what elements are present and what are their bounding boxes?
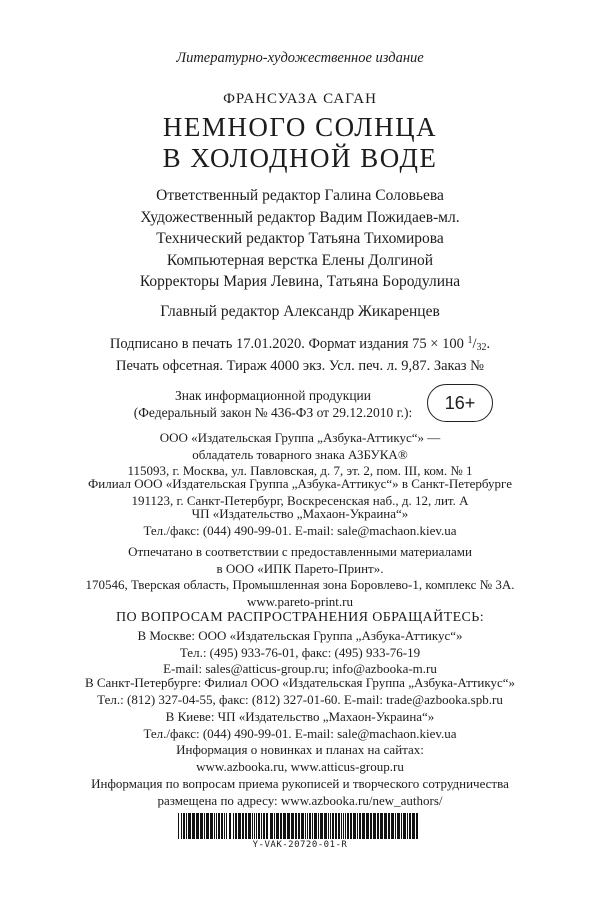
barcode-bar: [196, 813, 199, 839]
distribution-spb: В Санкт-Петербурге: Филиал ООО «Издательская Группа „Азбука-Аттикус“» Тел.: (812) 327-04-55, факс: (812) 327-01-60. E-mail: trade@azbooka.spb.ru: [84, 675, 516, 707]
barcode-bar: [238, 813, 241, 839]
barcode-bar: [218, 813, 220, 839]
barcode-bar: [274, 813, 275, 839]
author-name: ФРАНСУАЗА САГАН: [223, 91, 377, 107]
barcode-bar: [178, 813, 179, 839]
distribution-moscow: В Москве: ООО «Издательская Группа „Азбука-Аттикус“» Тел.: (495) 933-76-01, факс: (495) 933-76-19 E-mail: sales@atticus-group.ru; info@azbooka-m.ru: [137, 628, 463, 676]
chief-editor: Главный редактор Александр Жикаренцев: [160, 303, 440, 320]
barcode: [178, 813, 422, 839]
manuscripts-info: Информация по вопросам приема рукописей и творческого сотрудничества размещена по адресу: www.azbooka.ru/new_authors/: [91, 776, 509, 808]
barcode-bar: [401, 813, 402, 839]
barcode-bar: [280, 813, 282, 839]
barcode-bar: [353, 813, 356, 839]
barcode-bar: [328, 813, 329, 839]
barcode-bar: [318, 813, 319, 839]
barcode-bar: [206, 813, 209, 839]
barcode-bar: [409, 813, 411, 839]
barcode-bar: [366, 813, 369, 839]
barcode-bar: [395, 813, 396, 839]
staff-line: Ответственный редактор Галина Соловьева: [156, 187, 444, 204]
websites-info: Информация о новинках и планах на сайтах: www.azbooka.ru, www.atticus-group.ru: [176, 742, 424, 774]
barcode-bar: [291, 813, 294, 839]
barcode-bar: [295, 813, 297, 839]
barcode-bar: [248, 813, 251, 839]
barcode-bar: [235, 813, 237, 839]
barcode-bar: [229, 813, 231, 839]
publisher-info: ООО «Издательская Группа „Азбука-Аттикус“» — обладатель товарного знака АЗБУКА® 115093, г. Москва, ул. Павловская, д. 7, эт. 2, пом. III, ком. № 1: [127, 430, 473, 478]
barcode-bar: [283, 813, 286, 839]
barcode-bar: [384, 813, 387, 839]
publisher-branch: Филиал ООО «Издательская Группа „Азбука-Аттикус“» в Санкт-Петербурге 191123, г. Санкт-Петербург, Воскресенская наб., д. 12, лит. А: [88, 476, 512, 508]
barcode-bar: [412, 813, 415, 839]
barcode-label: Y-VAK-20720-01-R: [252, 840, 348, 850]
barcode-bar: [261, 813, 262, 839]
barcode-bar: [183, 813, 185, 839]
barcode-bar: [263, 813, 265, 839]
barcode-bar: [314, 813, 317, 839]
info-mark-text: Знак информационной продукции (Федеральный закон № 436-ФЗ от 29.12.2010 г.):: [133, 388, 413, 420]
barcode-bar: [343, 813, 344, 839]
barcode-bar: [200, 813, 203, 839]
barcode-bar: [242, 813, 244, 839]
barcode-bar: [309, 813, 311, 839]
barcode-bar: [407, 813, 408, 839]
barcode-bar: [204, 813, 205, 839]
barcode-bar: [416, 813, 418, 839]
barcode-bar: [397, 813, 400, 839]
barcode-bar: [224, 813, 225, 839]
barcode-bar: [192, 813, 195, 839]
barcode-bar: [335, 813, 337, 839]
barcode-bar: [391, 813, 394, 839]
barcode-bar: [330, 813, 331, 839]
barcode-bar: [214, 813, 215, 839]
barcode-bar: [181, 813, 182, 839]
barcode-bar: [320, 813, 323, 839]
title-line: НЕМНОГО СОЛНЦА: [162, 112, 438, 142]
barcode-bar: [188, 813, 191, 839]
barcode-bar: [258, 813, 260, 839]
barcode-bar: [377, 813, 379, 839]
barcode-bar: [307, 813, 308, 839]
barcode-bar: [305, 813, 306, 839]
barcode-bar: [341, 813, 342, 839]
book-title: [0, 112, 600, 174]
barcode-bar: [254, 813, 255, 839]
print-line-2: Печать офсетная. Тираж 4000 экз. Усл. печ. л. 9,87. Заказ №: [116, 358, 484, 374]
barcode-bar: [312, 813, 313, 839]
staff-line: Корректоры Мария Левина, Татьяна Бородулина: [139, 273, 461, 291]
barcode-bar: [252, 813, 253, 839]
barcode-bar: [359, 813, 361, 839]
barcode-bar: [221, 813, 223, 839]
barcode-bar: [298, 813, 300, 839]
barcode-bar: [380, 813, 383, 839]
barcode-bar: [324, 813, 327, 839]
barcode-bar: [226, 813, 227, 839]
barcode-bar: [216, 813, 217, 839]
barcode-bar: [266, 813, 268, 839]
distribution-kiev: В Киеве: ЧП «Издательство „Махаон-Украина“» Тел./факс: (044) 490-99-01. E-mail: sale@machaon.kiev.ua: [143, 709, 457, 741]
barcode-bar: [347, 813, 349, 839]
barcode-bar: [345, 813, 346, 839]
barcode-bar: [186, 813, 187, 839]
edition-type: Литературно-художественное издание: [176, 50, 424, 66]
barcode-bar: [357, 813, 358, 839]
barcode-bar: [332, 813, 334, 839]
age-rating-badge: 16+: [427, 384, 493, 422]
barcode-bar: [370, 813, 372, 839]
barcode-bar: [362, 813, 365, 839]
staff-line: Технический редактор Татьяна Тихомирова: [156, 230, 444, 248]
barcode-bar: [270, 813, 273, 839]
print-line-1: Подписано в печать 17.01.2020. Формат издания 75 × 100 $^1/_{32}$.: [109, 335, 491, 353]
barcode-bar: [233, 813, 234, 839]
barcode-bar: [210, 813, 213, 839]
barcode-bar: [301, 813, 304, 839]
distribution-heading: ПО ВОПРОСАМ РАСПРОСТРАНЕНИЯ ОБРАЩАЙТЕСЬ:: [116, 610, 484, 625]
staff-line: Компьютерная верстка Елены Долгиной: [166, 251, 434, 269]
print-info: [0, 332, 600, 375]
barcode-bar: [287, 813, 290, 839]
editorial-staff: [0, 185, 600, 293]
barcode-bar: [388, 813, 390, 839]
barcode-bar: [338, 813, 340, 839]
barcode-bar: [256, 813, 257, 839]
staff-line: Художественный редактор Вадим Пожидаев-мл.: [140, 208, 460, 226]
title-line: В ХОЛОДНОЙ ВОДЕ: [162, 143, 438, 173]
barcode-bar: [350, 813, 352, 839]
barcode-bar: [403, 813, 406, 839]
barcode-bar: [245, 813, 247, 839]
barcode-bar: [373, 813, 376, 839]
publisher-ukraine: ЧП «Издательство „Махаон-Украина“» Тел./факс: (044) 490-99-01. E-mail: sale@machaon.kiev.ua: [143, 506, 457, 538]
barcode-bar: [276, 813, 279, 839]
printer-info: Отпечатано в соответствии с предоставленными материалами в ООО «ИПК Парето-Принт». 170546, Тверская область, Промышленная зона Боровлево-1, комплекс № 3А. www.pareto-print.ru: [85, 544, 515, 609]
